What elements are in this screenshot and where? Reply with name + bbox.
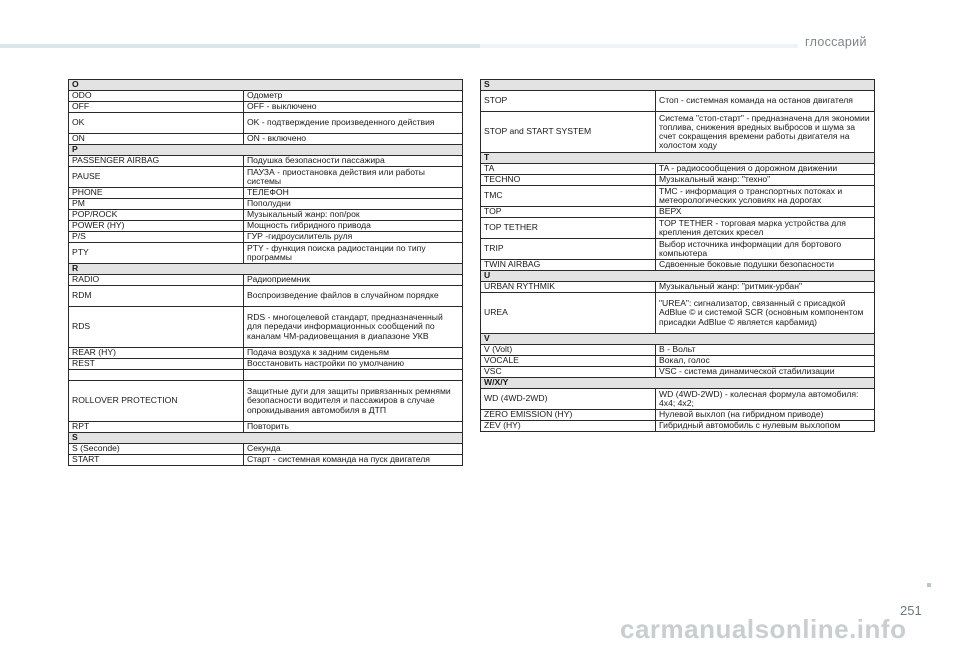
- definition-cell: Выбор источника информации для бортового компьютера: [656, 239, 875, 260]
- glossary-row: [481, 91, 875, 112]
- term-cell: RPT: [69, 422, 244, 433]
- term-cell: TA: [481, 164, 656, 175]
- glossary-row: [69, 275, 463, 286]
- term-cell: VOCALE: [481, 356, 656, 367]
- definition-cell: Повторить: [244, 422, 463, 433]
- term-cell: STOP: [481, 91, 656, 112]
- page-number: 251: [900, 603, 922, 618]
- term-cell: STOP and START SYSTEM: [481, 112, 656, 153]
- definition-cell: [244, 370, 463, 381]
- term-cell: TWIN AIRBAG: [481, 260, 656, 271]
- term-cell: TECHNO: [481, 175, 656, 186]
- term-cell: VSC: [481, 367, 656, 378]
- term-cell: ODO: [69, 91, 244, 102]
- letter-header-row: [481, 334, 875, 345]
- definition-cell: Мощность гибридного привода: [244, 221, 463, 232]
- letter-header-row: [481, 153, 875, 164]
- term-cell: REAR (HY): [69, 348, 244, 359]
- definition-cell: OK - подтверждение произведенного действия: [244, 113, 463, 134]
- definition-cell: ТЕЛЕФОН: [244, 188, 463, 199]
- term-cell: TOP TETHER: [481, 218, 656, 239]
- glossary-table-left: [68, 79, 463, 466]
- definition-cell: PTY - функция поиска радиостанции по типу программы: [244, 243, 463, 264]
- definition-cell: Вокал, голос: [656, 356, 875, 367]
- definition-cell: Радиоприемник: [244, 275, 463, 286]
- letter-header: S: [69, 433, 463, 444]
- glossary-row: [69, 348, 463, 359]
- glossary-row: [69, 91, 463, 102]
- term-cell: PM: [69, 199, 244, 210]
- glossary-row: [69, 243, 463, 264]
- term-cell: RDM: [69, 286, 244, 307]
- definition-cell: WD (4WD-2WD) - колесная формула автомобиля: 4x4; 4x2;: [656, 389, 875, 410]
- letter-header-row: [69, 80, 463, 91]
- letter-header: R: [69, 264, 463, 275]
- definition-cell: Пополудни: [244, 199, 463, 210]
- definition-cell: Музыкальный жанр: поп/рок: [244, 210, 463, 221]
- glossary-row: [481, 345, 875, 356]
- term-cell: RADIO: [69, 275, 244, 286]
- glossary-row: [481, 260, 875, 271]
- glossary-row: [69, 232, 463, 243]
- term-cell: TOP: [481, 207, 656, 218]
- page-marker-dot: [927, 583, 931, 587]
- letter-header-row: [69, 145, 463, 156]
- definition-cell: Нулевой выхлоп (на гибридном приводе): [656, 410, 875, 421]
- glossary-row: [69, 167, 463, 188]
- definition-cell: Подача воздуха к задним сиденьям: [244, 348, 463, 359]
- header-accent-bar: [0, 44, 480, 48]
- definition-cell: Защитные дуги для защиты привязанных ремнями безопасности водителя и пассажиров в случае опрокидывания автомобиля в ДТП: [244, 381, 463, 422]
- term-cell: REST: [69, 359, 244, 370]
- glossary-row: [481, 186, 875, 207]
- glossary-row: [481, 207, 875, 218]
- glossary-row: [69, 188, 463, 199]
- header-accent-bar-light: [480, 44, 798, 48]
- definition-cell: Сдвоенные боковые подушки безопасности: [656, 260, 875, 271]
- letter-header: P: [69, 145, 463, 156]
- watermark: carmanualsonline.info: [620, 614, 907, 644]
- letter-header: O: [69, 80, 463, 91]
- term-cell: TMC: [481, 186, 656, 207]
- glossary-row: [69, 422, 463, 433]
- term-cell: UREA: [481, 293, 656, 334]
- glossary-row: [481, 356, 875, 367]
- letter-header-row: [481, 80, 875, 91]
- definition-cell: ВЕРХ: [656, 207, 875, 218]
- glossary-table-right: [480, 79, 875, 432]
- glossary-row: [69, 210, 463, 221]
- glossary-row: [481, 421, 875, 432]
- glossary-row: [481, 175, 875, 186]
- definition-cell: ПАУЗА - приостановка действия или работы системы: [244, 167, 463, 188]
- definition-cell: Воспроизведение файлов в случайном порядке: [244, 286, 463, 307]
- term-cell: URBAN RYTHMIK: [481, 282, 656, 293]
- term-cell: ZEV (HY): [481, 421, 656, 432]
- definition-cell: RDS - многоцелевой стандарт, предназначенный для передачи информационных сообщений по каналам ЧМ-радиовещания в диапазоне УКВ: [244, 307, 463, 348]
- glossary-row: [481, 239, 875, 260]
- term-cell: START: [69, 455, 244, 466]
- term-cell: P/S: [69, 232, 244, 243]
- term-cell: OFF: [69, 102, 244, 113]
- glossary-row: [69, 444, 463, 455]
- definition-cell: ON - включено: [244, 134, 463, 145]
- glossary-row: [481, 389, 875, 410]
- term-cell: TRIP: [481, 239, 656, 260]
- glossary-row: [481, 293, 875, 334]
- definition-cell: TA - радиосообщения о дорожном движении: [656, 164, 875, 175]
- term-cell: V (Volt): [481, 345, 656, 356]
- glossary-row: [481, 282, 875, 293]
- term-cell: PASSENGER AIRBAG: [69, 156, 244, 167]
- term-cell: ROLLOVER PROTECTION: [69, 381, 244, 422]
- definition-cell: Старт - системная команда на пуск двигателя: [244, 455, 463, 466]
- section-title: глоссарий: [805, 35, 867, 49]
- glossary-row: [69, 307, 463, 348]
- glossary-row: [481, 367, 875, 378]
- term-cell: WD (4WD-2WD): [481, 389, 656, 410]
- glossary-row: [69, 134, 463, 145]
- glossary-row: [481, 218, 875, 239]
- term-cell: [69, 370, 244, 381]
- definition-cell: TMC - информация о транспортных потоках и метеорологических условиях на дорогах: [656, 186, 875, 207]
- definition-cell: Стоп - системная команда на останов двигателя: [656, 91, 875, 112]
- definition-cell: OFF - выключено: [244, 102, 463, 113]
- glossary-row: [69, 286, 463, 307]
- glossary-row: [69, 370, 463, 381]
- definition-cell: Система "стоп-старт" - предназначена для экономии топлива, снижения вредных выбросов и шума за счет сокращения времени работы двигателя на холостом ходу: [656, 112, 875, 153]
- glossary-row: [481, 112, 875, 153]
- glossary-row: [69, 156, 463, 167]
- letter-header: V: [481, 334, 875, 345]
- term-cell: PAUSE: [69, 167, 244, 188]
- glossary-row: [69, 221, 463, 232]
- letter-header-row: [481, 271, 875, 282]
- definition-cell: TOP TETHER - торговая марка устройства для крепления детских кресел: [656, 218, 875, 239]
- definition-cell: Музыкальный жанр: "ритмик-урбан": [656, 282, 875, 293]
- term-cell: ZERO EMISSION (HY): [481, 410, 656, 421]
- definition-cell: Гибридный автомобиль с нулевым выхлопом: [656, 421, 875, 432]
- letter-header-row: [69, 264, 463, 275]
- letter-header: T: [481, 153, 875, 164]
- definition-cell: В - Вольт: [656, 345, 875, 356]
- definition-cell: "UREA": сигнализатор, связанный с присадкой AdBlue © и системой SCR (основным компонентом присадки AdBlue © является карбамид): [656, 293, 875, 334]
- term-cell: POP/ROCK: [69, 210, 244, 221]
- letter-header-row: [481, 378, 875, 389]
- definition-cell: Секунда: [244, 444, 463, 455]
- term-cell: ON: [69, 134, 244, 145]
- letter-header-row: [69, 433, 463, 444]
- definition-cell: Подушка безопасности пассажира: [244, 156, 463, 167]
- definition-cell: ГУР -гидроусилитель руля: [244, 232, 463, 243]
- glossary-row: [69, 113, 463, 134]
- letter-header: S: [481, 80, 875, 91]
- definition-cell: Одометр: [244, 91, 463, 102]
- definition-cell: VSC - система динамической стабилизации: [656, 367, 875, 378]
- glossary-row: [69, 199, 463, 210]
- glossary-row: [481, 410, 875, 421]
- term-cell: OK: [69, 113, 244, 134]
- term-cell: PTY: [69, 243, 244, 264]
- definition-cell: Восстановить настройки по умолчанию: [244, 359, 463, 370]
- glossary-row: [69, 455, 463, 466]
- term-cell: PHONE: [69, 188, 244, 199]
- term-cell: RDS: [69, 307, 244, 348]
- definition-cell: Музыкальный жанр: "техно": [656, 175, 875, 186]
- term-cell: POWER (HY): [69, 221, 244, 232]
- glossary-row: [69, 381, 463, 422]
- glossary-row: [69, 102, 463, 113]
- letter-header: U: [481, 271, 875, 282]
- glossary-row: [481, 164, 875, 175]
- term-cell: S (Seconde): [69, 444, 244, 455]
- glossary-row: [69, 359, 463, 370]
- letter-header: W/X/Y: [481, 378, 875, 389]
